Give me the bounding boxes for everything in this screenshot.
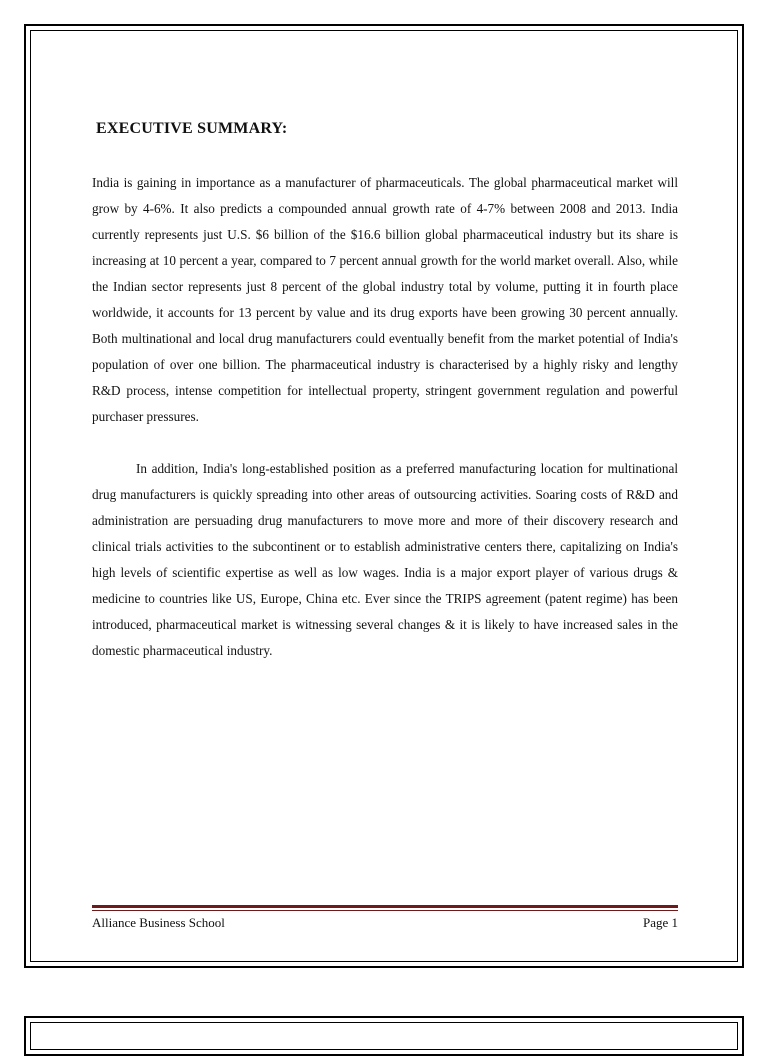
footer-rule-thick: [92, 905, 678, 908]
page-footer: [92, 915, 678, 931]
footer-school-name: Alliance Business School: [92, 915, 225, 930]
footer-rule: [92, 905, 678, 911]
footer-rule-thin: [92, 910, 678, 911]
next-page-border: [24, 1016, 744, 1056]
section-heading: EXECUTIVE SUMMARY:: [96, 120, 288, 137]
paragraph-1: India is gaining in importance as a manufacturer of pharmaceuticals. The global pharmaceutical market will grow by 4-6%. It also predicts a compounded annual growth rate of 4-7% between 2008 and 2013. India currently represents just U.S. $6 billion of the $16.6 billion global pharmaceutical industry but its share is increasing at 10 percent a year, compared to 7 percent annual growth for the world market overall. Also, while the Indian sector represents just 8 percent of the global industry total by volume, putting it in fourth place worldwide, it accounts for 13 percent by value and its drug exports have been growing 30 percent annually. Both multinational and local drug manufacturers could eventually benefit from the market potential of India's population of over one billion. The pharmaceutical industry is characterised by a highly risky and lengthy R&D process, intense competition for intellectual property, stringent government regulation and powerful purchaser pressures.: [92, 175, 678, 424]
next-page-border-inner: [30, 1022, 738, 1050]
paragraph-2: In addition, India's long-established position as a preferred manufacturing location for multinational drug manufacturers is quickly spreading into other areas of outsourcing activities. Soaring costs of R&D and administration are persuading drug manufacturers to move more and more of their discovery research and clinical trials activities to the subcontinent or to establish administrative centers there, capitalizing on India's high levels of scientific expertise as well as low wages. India is a major export player of various drugs & medicine to countries like US, Europe, China etc. Ever since the TRIPS agreement (patent regime) has been introduced, pharmaceutical market is witnessing several changes & it is likely to have increased sales in the domestic pharmaceutical industry.: [92, 461, 678, 658]
page-content: [92, 120, 678, 664]
footer-page-number: Page 1: [642, 915, 678, 930]
